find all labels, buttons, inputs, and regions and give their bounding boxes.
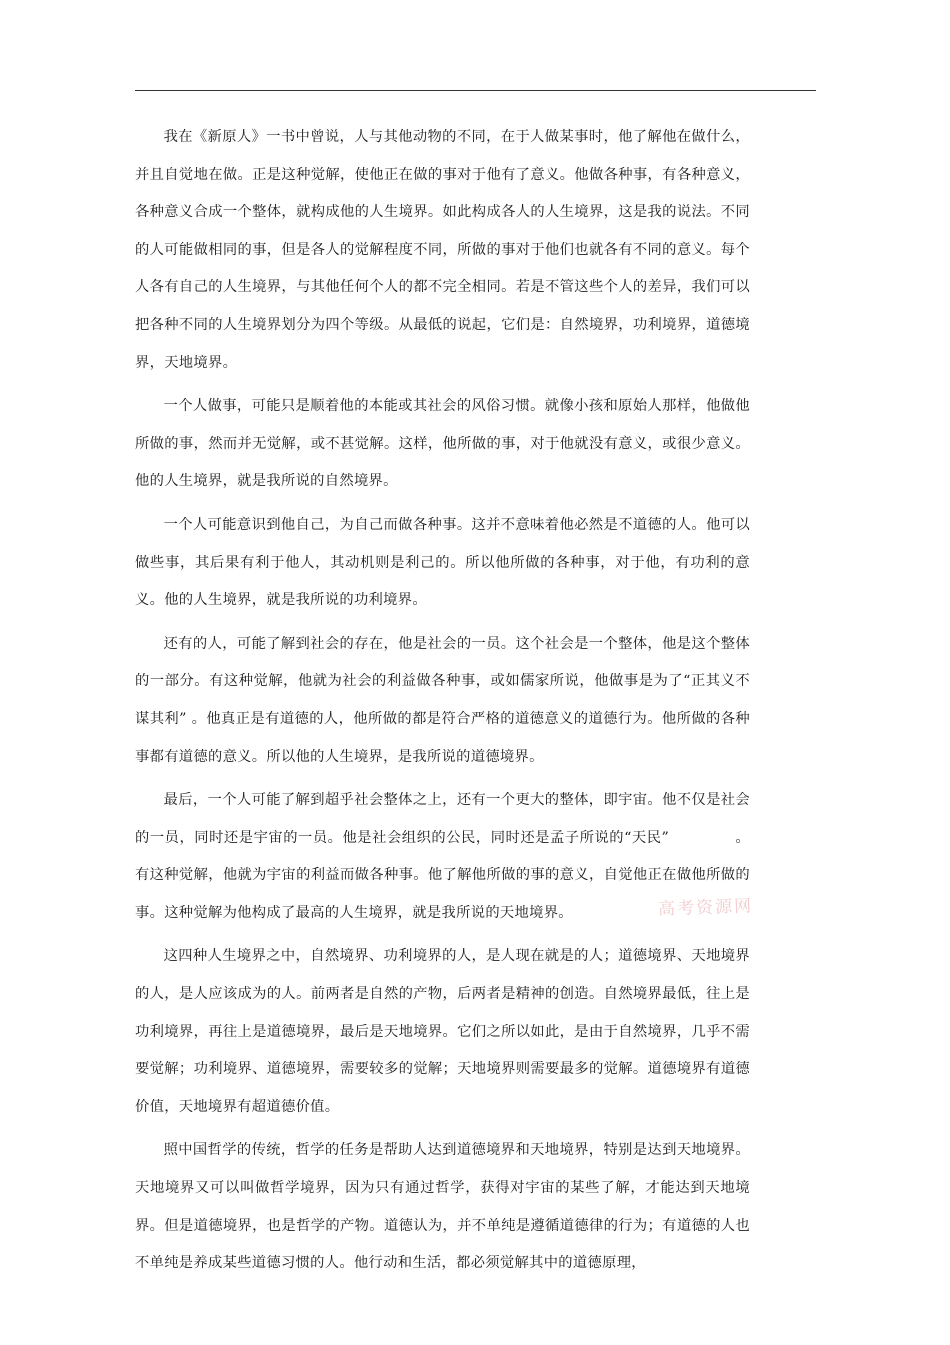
paragraph-7: 照中国哲学的传统，哲学的任务是帮助人达到道德境界和天地境界，特别是达到天地境界。天地境界又可以叫做哲学境界，因为只有通过哲学，获得对宇宙的某些了解，才能达到天地境界。但是道德境界，也是哲学的产物。道德认为，并不单纯是遵循道德律的行为；有道德的人也不单纯是养成某些道德习惯的人。他行动和生活，都必须觉解其中的道德原理，	[135, 1142, 750, 1272]
paragraph-6: 这四种人生境界之中，自然境界、功利境界的人，是人现在就是的人；道德境界、天地境界的人，是人应该成为的人。前两者是自然的产物，后两者是精神的创造。自然境界最低，往上是功利境界，再往上是道德境界，最后是天地境界。它们之所以如此，是由于自然境界，几乎不需要觉解；功利境界、道德境界，需要较多的觉解；天地境界则需要最多的觉解。道德境界有道德价值，天地境界有超道德价值。	[135, 948, 750, 1115]
paragraph-1: 我在《新原人》一书中曾说，人与其他动物的不同，在于人做某事时，他了解他在做什么，并且自觉地在做。正是这种觉解，使他正在做的事对于他有了意义。他做各种事，有各种意义，各种意义合成一个整体，就构成他的人生境界。如此构成各人的人生境界，这是我的说法。不同的人可能做相同的事，但是各人的觉解程度不同，所做的事对于他们也就各有不同的意义。每个人各有自己的人生境界，与其他任何个人的都不完全相同。若是不管这些个人的差异，我们可以把各种不同的人生境界划分为四个等级。从最低的说起，它们是：自然境界，功利境界，道德境界，天地境界。	[135, 129, 750, 371]
header-rule	[135, 90, 816, 91]
paragraph-5-part-1: 最后，一个人可能了解到超乎社会整体之上，还有一个更大的整体，即宇宙。他不仅是社会的一员，同时还是宇宙的一员。他是社会组织的公民，同时还是孟子所说的“天民”	[135, 792, 750, 846]
watermark-stamp: 高考资源网	[657, 896, 754, 920]
paragraph-3: 一个人可能意识到他自己，为自己而做各种事。这并不意味着他必然是不道德的人。他可以做些事，其后果有利于他人，其动机则是利己的。所以他所做的各种事，对于他，有功利的意义。他的人生境界，就是我所说的功利境界。	[135, 516, 750, 609]
paragraph-4: 还有的人，可能了解到社会的存在，他是社会的一员。这个社会是一个整体，他是这个整体的一部分。有这种觉解，他就为社会的利益做各种事，或如儒家所说，他做事是为了“正其义不谋其利” 。他真正是有道德的人，他所做的都是符合严格的道德意义的道德行为。他所做的各种事都有道德的意义。所以他的人生境界，是我所说的道德境界。	[135, 635, 750, 765]
paragraph-2: 一个人做事，可能只是顺着他的本能或其社会的风俗习惯。就像小孩和原始人那样，他做他所做的事，然而并无觉解，或不甚觉解。这样，他所做的事，对于他就没有意义，或很少意义。他的人生境界，就是我所说的自然境界。	[135, 398, 750, 490]
document-body	[135, 119, 750, 1289]
paragraph-5-part-2: 。有这种觉解，他就为宇宙的利益而做各种事。他了解他所做的事的意义，自觉他正在做他所做的事。这种觉解为他构成了最高的人生境界，就是我所说的天地境界。	[135, 829, 750, 921]
